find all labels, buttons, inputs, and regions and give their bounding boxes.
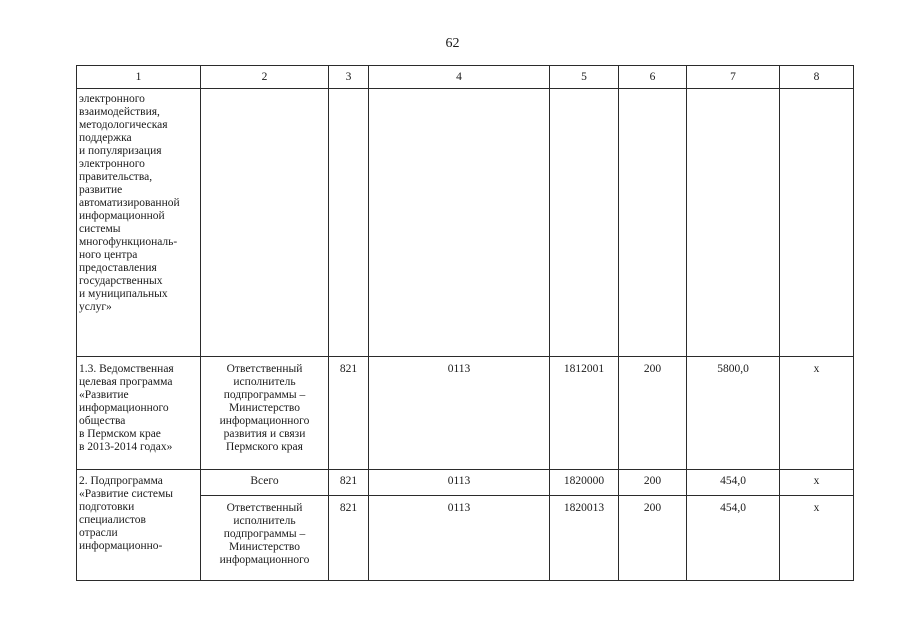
empty-cell	[201, 89, 329, 357]
amount-cell: 5800,0	[687, 357, 780, 470]
header-cell-8: 8	[780, 66, 854, 89]
section-code-cell: 0113	[369, 470, 550, 496]
grbs-code-cell: 821	[329, 496, 369, 581]
section-code-cell: 0113	[369, 357, 550, 470]
table-header-row	[77, 66, 854, 89]
expense-type-cell: 200	[619, 470, 687, 496]
page-number: 62	[445, 36, 460, 51]
target-article-cell: 1820013	[550, 496, 619, 581]
target-article-cell: 1820000	[550, 470, 619, 496]
header-cell-2: 2	[201, 66, 329, 89]
amount-cell: 454,0	[687, 470, 780, 496]
mark-cell: x	[780, 357, 854, 470]
header-cell-1: 1	[77, 66, 201, 89]
program-name-cell: электронного взаимодействия, методологическая поддержка и популяризация электронного правительства, развитие автоматизированной информационной системы многофункциональ- ного центра предоставления государственных и муниципальных услуг»	[77, 89, 201, 357]
table-row	[77, 470, 854, 496]
grbs-code-cell: 821	[329, 357, 369, 470]
table-row	[77, 89, 854, 357]
expense-type-cell: 200	[619, 496, 687, 581]
program-name-cell: 2. Подпрограмма «Развитие системы подготовки специалистов отрасли информационно-	[77, 470, 201, 581]
executor-cell: Ответственный исполнитель подпрограммы – Министерство информационного	[201, 496, 329, 581]
executor-cell: Ответственный исполнитель подпрограммы – Министерство информационного развития и связи Пермского края	[201, 357, 329, 470]
header-cell-4: 4	[369, 66, 550, 89]
expense-type-cell: 200	[619, 357, 687, 470]
target-article-cell: 1812001	[550, 357, 619, 470]
budget-table	[76, 65, 854, 581]
empty-cell	[369, 89, 550, 357]
header-cell-5: 5	[550, 66, 619, 89]
mark-cell: x	[780, 470, 854, 496]
empty-cell	[329, 89, 369, 357]
mark-cell: x	[780, 496, 854, 581]
header-cell-3: 3	[329, 66, 369, 89]
empty-cell	[780, 89, 854, 357]
executor-cell: Всего	[201, 470, 329, 496]
grbs-code-cell: 821	[329, 470, 369, 496]
empty-cell	[550, 89, 619, 357]
empty-cell	[619, 89, 687, 357]
empty-cell	[687, 89, 780, 357]
program-name-cell: 1.3. Ведомственная целевая программа «Развитие информационного общества в Пермском крае в 2013-2014 годах»	[77, 357, 201, 470]
table-row	[77, 357, 854, 470]
section-code-cell: 0113	[369, 496, 550, 581]
header-cell-7: 7	[687, 66, 780, 89]
header-cell-6: 6	[619, 66, 687, 89]
amount-cell: 454,0	[687, 496, 780, 581]
